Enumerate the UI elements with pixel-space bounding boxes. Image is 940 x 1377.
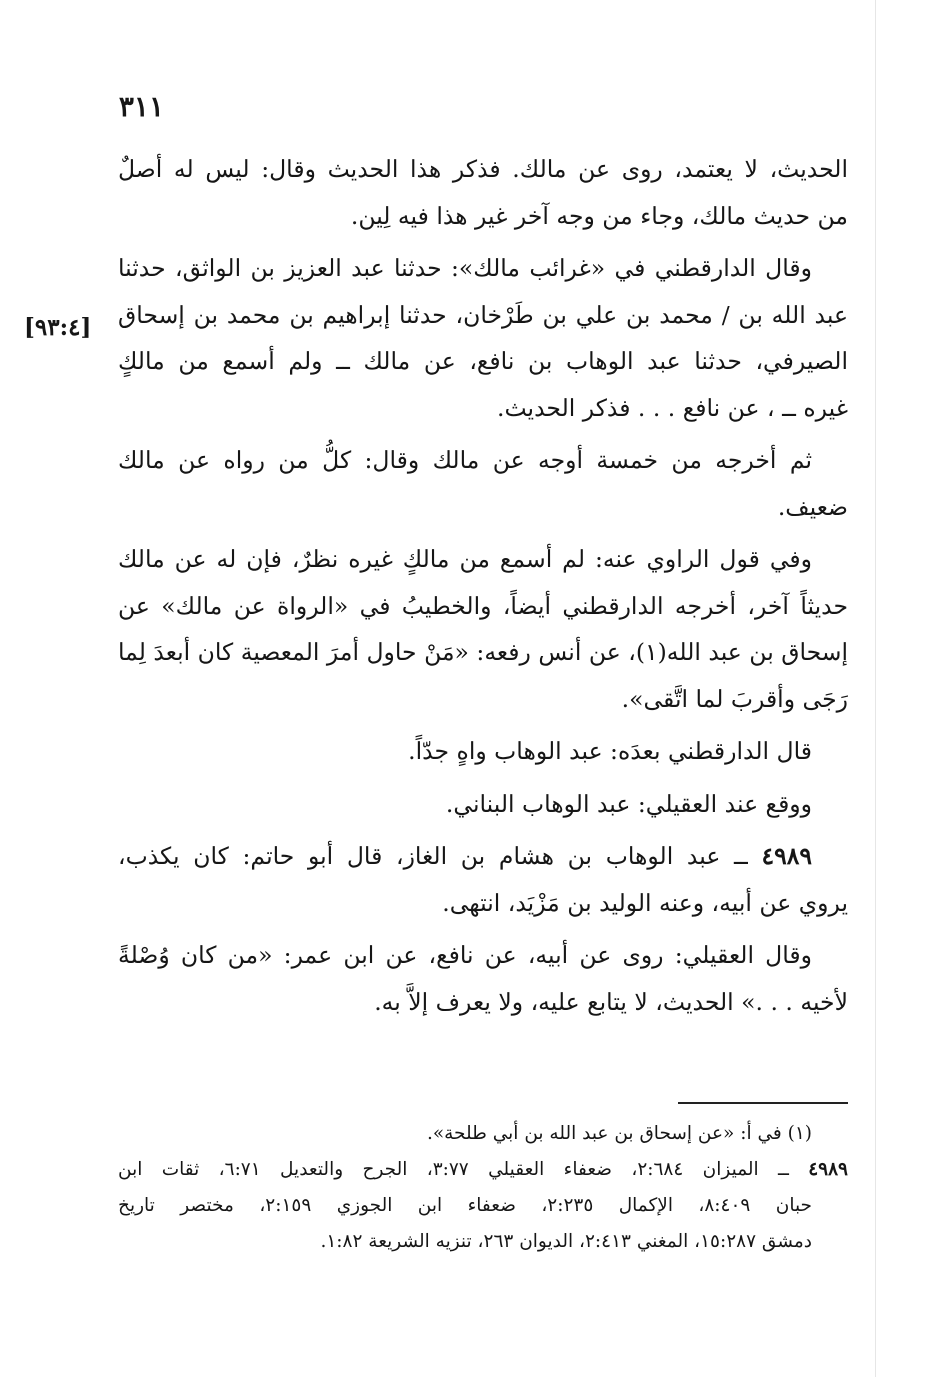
paragraph xyxy=(118,781,848,828)
text-line: لأخيه . . .» الحديث، لا يتابع عليه، ولا يعرف إلاَّ به. xyxy=(374,987,848,1016)
footnote-1: (١) في أ: «عن إسحاق بن عبد الله بن أبي طلحة». xyxy=(426,1123,812,1144)
paragraph xyxy=(118,536,848,722)
text-line: ضعيف. xyxy=(777,492,848,521)
text-line: من حديث مالك، وجاء من وجه آخر غير هذا فيه لِين. xyxy=(350,201,848,230)
page-edge-line xyxy=(875,0,876,1377)
text-line xyxy=(118,833,848,880)
footnote-separator xyxy=(678,1102,848,1104)
text-line: إسحاق بن عبد الله(١)، عن أنس رفعه: «مَنْ حاول أمرَ المعصية كان أبعدَ لِما xyxy=(118,638,848,666)
text-line: ثم أخرجه من خمسة أوجه عن مالك وقال: كلُّ من رواه عن مالك xyxy=(118,446,812,474)
text-line: وقال الدارقطني في «غرائب مالك»: حدثنا عبد العزيز بن الواثق، حدثنا xyxy=(118,254,812,282)
paragraph xyxy=(118,932,848,1025)
footnote-line xyxy=(118,1152,848,1188)
marginal-volume-reference: [٩٣:٤] xyxy=(24,314,92,341)
entry-number: ٤٩٨٩ xyxy=(761,842,812,870)
text-line: وفي قول الراوي عنه: لم أسمع من مالكٍ غيره نظرٌ، فإن له عن مالك xyxy=(118,545,812,573)
main-text xyxy=(118,146,848,1031)
text-line: الحديث، لا يعتمد، روى عن مالك. فذكر هذا الحديث وقال: ليس له أصلٌ xyxy=(118,155,848,183)
paragraph xyxy=(118,146,848,239)
paragraph xyxy=(118,437,848,530)
text-line: عبد الله بن / محمد بن علي بن طَرْخان، حدثنا إبراهيم بن محمد بن إسحاق xyxy=(118,300,848,329)
text-line: غيره ــ ، عن نافع . . . فذكر الحديث. xyxy=(496,393,848,422)
entry-text: ــ عبد الوهاب بن هشام بن الغاز، قال أبو حاتم: كان يكذب، xyxy=(118,842,748,870)
entry-4989 xyxy=(118,833,848,926)
text-line: رَجَى وأقربَ لما اتَّقى». xyxy=(621,684,848,713)
paragraph xyxy=(118,728,848,775)
text-line: قال الدارقطني بعدَه: عبد الوهاب واهٍ جدّاً. xyxy=(408,737,812,765)
footnote-entry-number: ٤٩٨٩ xyxy=(808,1159,848,1180)
text-line: ووقع عند العقيلي: عبد الوهاب البناني. xyxy=(445,789,812,818)
text-line: الصيرفي، حدثنا عبد الوهاب بن نافع، عن مالك ــ ولم أسمع من مالكٍ xyxy=(118,347,848,375)
text-line: حديثاً آخر، أخرجه الدارقطني أيضاً، والخطيبُ في «الرواة عن مالك» عن xyxy=(118,591,848,620)
page-number: ٣١١ xyxy=(118,90,164,123)
paragraph xyxy=(118,245,848,431)
footnotes xyxy=(118,1116,848,1260)
text-line: يروي عن أبيه، وعنه الوليد بن مَزْيَد، انتهى. xyxy=(442,888,848,917)
text-line: وقال العقيلي: روى عن أبيه، عن نافع، عن ابن عمر: «من كان وُصْلةً xyxy=(118,941,812,969)
footnote-line: دمشق ١٥:٢٨٧، المغني ٢:٤١٣، الديوان ٢٦٣، تنزيه الشريعة ١:٨٢. xyxy=(320,1231,812,1252)
footnote-text: ــ الميزان ٢:٦٨٤، ضعفاء العقيلي ٣:٧٧، الجرح والتعديل ٦:٧١، ثقات ابن xyxy=(118,1159,789,1180)
footnote-line: حبان ٨:٤٠٩، الإكمال ٢:٢٣٥، ضعفاء ابن الجوزي ٢:١٥٩، مختصر تاريخ xyxy=(118,1195,812,1216)
